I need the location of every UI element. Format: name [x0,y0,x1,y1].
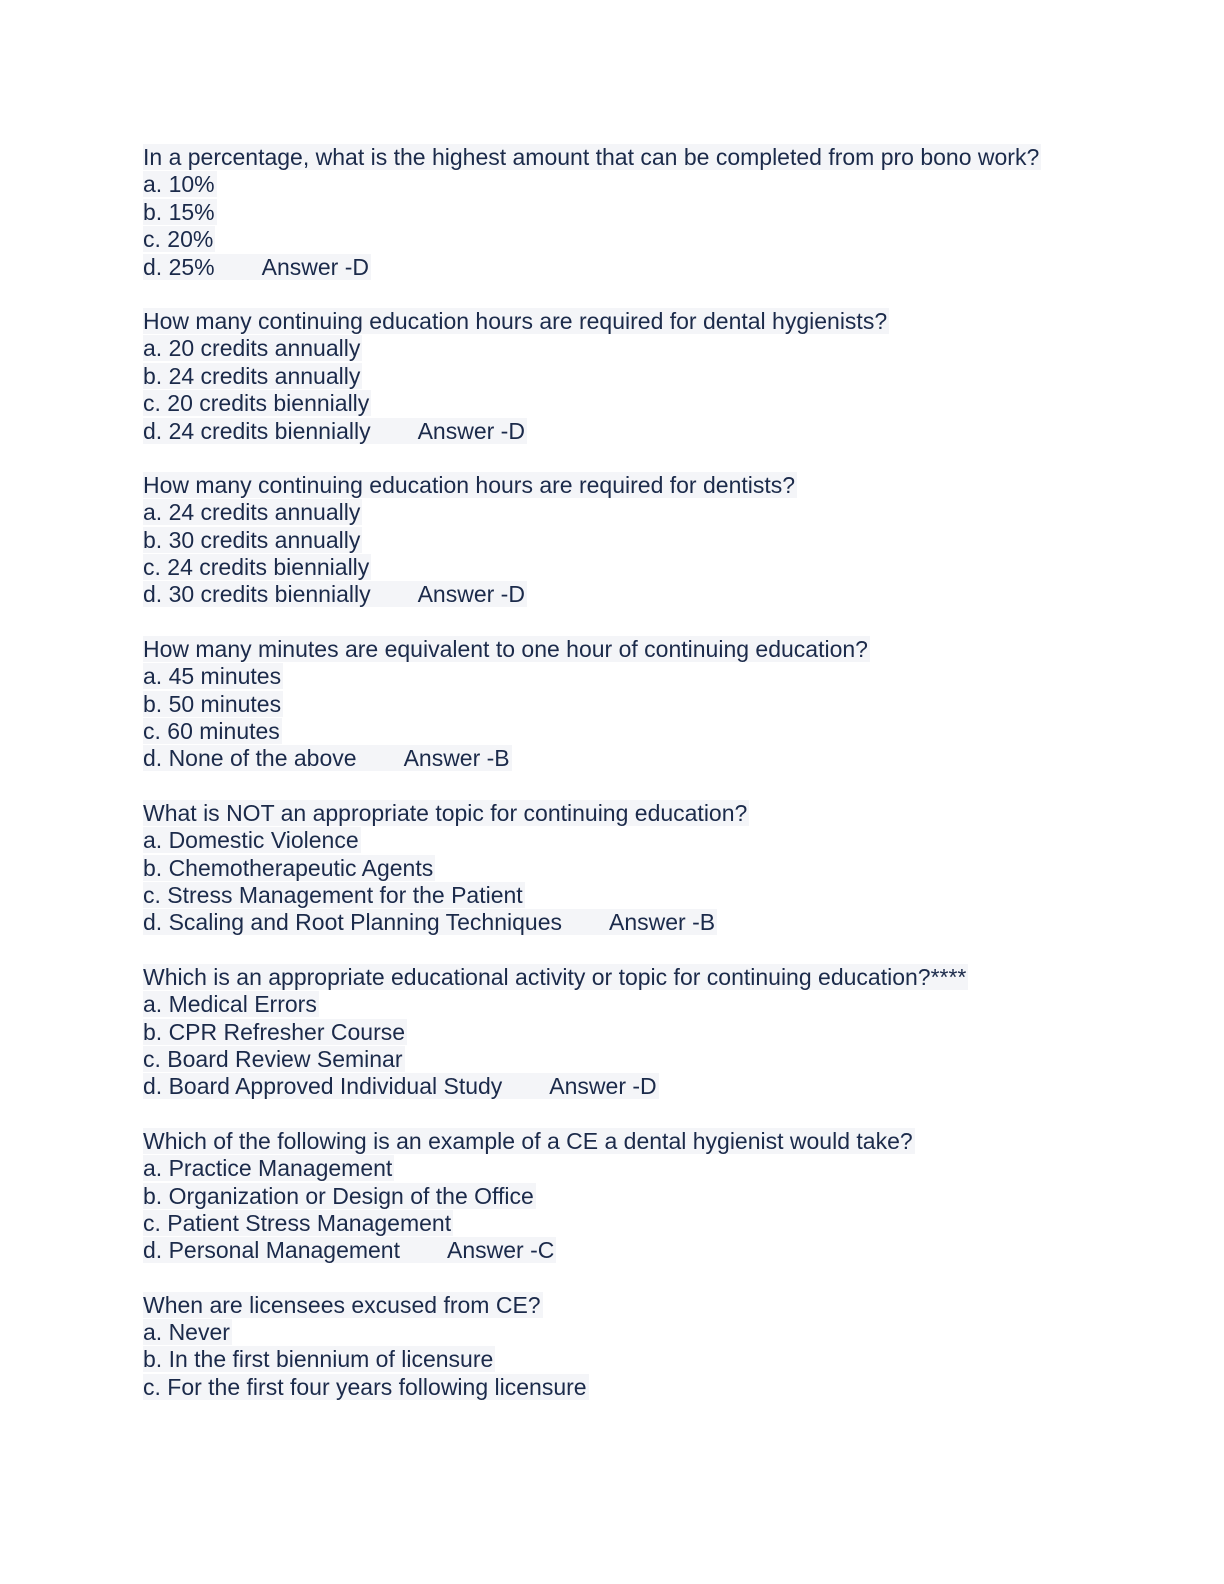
option-d: d. 25% [143,253,215,280]
answer-text: Answer -B [609,909,716,936]
question-text: Which is an appropriate educational activity or topic for continuing education?**** [143,963,967,990]
option-d: d. 24 credits biennially [143,417,371,444]
option-c: c. Board Review Seminar [143,1045,403,1072]
option-b: b. In the first biennium of licensure [143,1346,494,1373]
answer-text: Answer -C [447,1237,555,1264]
answer-text: Answer -D [261,253,369,280]
option-d: d. Board Approved Individual Study [143,1073,503,1100]
option-c: c. Patient Stress Management [143,1209,452,1236]
option-b: b. 50 minutes [143,690,282,717]
option-c: c. 24 credits biennially [143,554,370,581]
option-d-with-answer [143,909,717,935]
option-d-with-answer [143,1237,556,1263]
option-d-with-answer [143,418,527,444]
question-block [143,144,1143,281]
question-block [143,472,1143,609]
question-text: How many minutes are equivalent to one hour of continuing education? [143,635,868,662]
option-b: b. CPR Refresher Course [143,1018,406,1045]
answer-text: Answer -D [549,1073,657,1100]
question-block [143,1128,1143,1265]
question-text: How many continuing education hours are required for dental hygienists? [143,307,888,334]
option-a: a. Never [143,1319,230,1346]
question-block [143,308,1143,445]
option-a: a. Practice Management [143,1155,393,1182]
answer-text: Answer -D [417,581,525,608]
question-text: In a percentage, what is the highest amount that can be completed from pro bono work? [143,144,1040,170]
question-text: When are licensees excused from CE? [143,1291,541,1318]
option-b: b. 24 credits annually [143,362,361,389]
option-b: b. 15% [143,198,215,225]
option-a: a. 45 minutes [143,663,282,690]
question-text: Which of the following is an example of a CE a dental hygienist would take? [143,1127,913,1154]
option-d: d. None of the above [143,745,357,772]
option-b: b. Organization or Design of the Office [143,1182,534,1209]
option-d-with-answer [143,581,527,607]
question-block [143,636,1143,773]
option-c: c. 20% [143,226,214,253]
question-block [143,1292,1143,1402]
option-a: a. 20 credits annually [143,335,361,362]
option-d: d. Personal Management [143,1237,400,1264]
question-text: How many continuing education hours are required for dentists? [143,471,796,498]
option-c: c. 20 credits biennially [143,390,370,417]
question-block [143,964,1143,1101]
option-a: a. Medical Errors [143,991,317,1018]
option-d-with-answer [143,254,371,280]
option-b: b. Chemotherapeutic Agents [143,854,434,881]
option-d: d. 30 credits biennially [143,581,371,608]
option-d: d. Scaling and Root Planning Techniques [143,909,562,936]
answer-text: Answer -D [417,417,525,444]
option-c: c. Stress Management for the Patient [143,881,523,908]
question-block [143,800,1143,937]
document-page [143,144,1143,1428]
option-b: b. 30 credits annually [143,526,361,553]
option-d-with-answer [143,1073,659,1099]
question-text: What is NOT an appropriate topic for continuing education? [143,799,748,826]
option-c: c. For the first four years following licensure [143,1373,587,1400]
option-d-with-answer [143,745,512,771]
answer-text: Answer -B [403,745,510,772]
option-c: c. 60 minutes [143,718,280,745]
option-a: a. 10% [143,171,215,198]
option-a: a. Domestic Violence [143,827,359,854]
option-a: a. 24 credits annually [143,499,361,526]
